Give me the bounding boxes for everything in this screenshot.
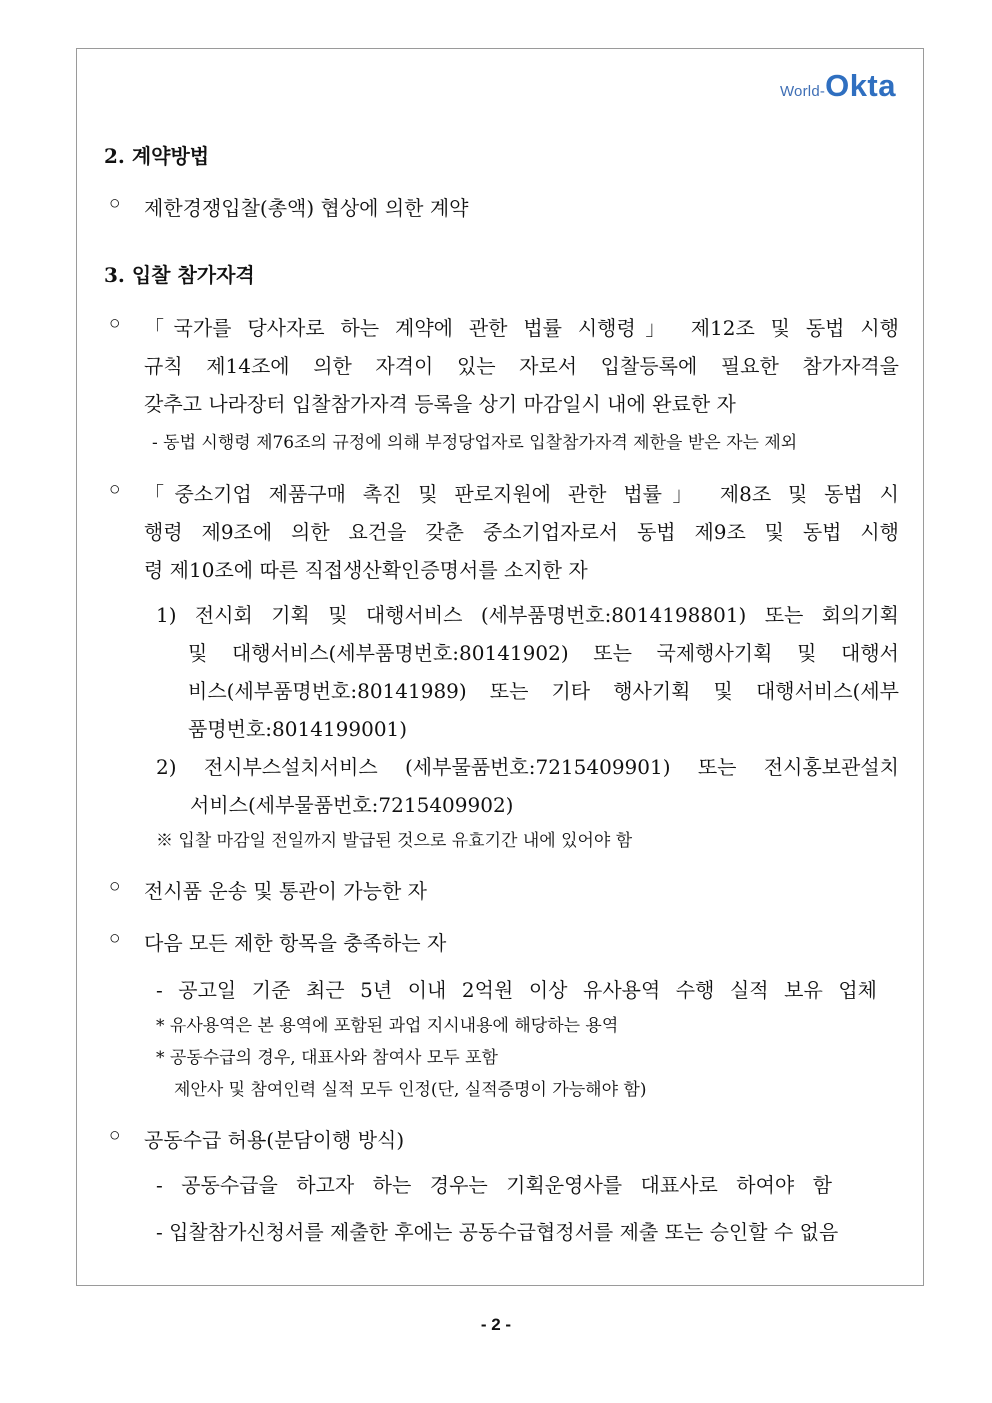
q2-item-2-line-2: 서비스(세부물품번호:7215409902)	[190, 793, 514, 817]
q4-note-1: * 유사용역은 본 용역에 포함된 과업 지시내용에 해당하는 용역	[156, 1016, 619, 1036]
q5-sub-1: - 공동수급을 하고자 하는 경우는 기획운영사를 대표사로 하여야 함	[156, 1173, 832, 1197]
q5-sub-2: - 입찰참가신청서를 제출한 후에는 공동수급협정서를 제출 또는 승인할 수 없음	[156, 1220, 839, 1244]
q2-item-2-line-1: 2) 전시부스설치서비스 (세부물품번호:7215409901) 또는 전시홍보관설치	[156, 755, 899, 779]
q2-line-3: 령 제10조에 따른 직접생산확인증명서를 소지한 자	[144, 558, 588, 582]
q4-note-2: * 공동수급의 경우, 대표사와 참여사 모두 포함	[156, 1048, 498, 1068]
contract-method-item: 제한경쟁입찰(총액) 협상에 의한 계약	[144, 196, 469, 220]
q4-note-3: 제안사 및 참여인력 실적 모두 인정(단, 실적증명이 가능해야 함)	[174, 1080, 647, 1100]
page-border	[76, 48, 924, 1286]
q1-line-2: 규칙 제14조에 의한 자격이 있는 자로서 입찰등록에 필요한 참가자격을	[144, 354, 899, 378]
bullet: ○	[109, 479, 121, 500]
logo-prefix: World-	[779, 83, 826, 100]
q4-text: 다음 모든 제한 항목을 충족하는 자	[144, 931, 447, 955]
section-2-heading: 2. 계약방법	[104, 144, 210, 168]
q2-line-1: 「중소기업 제품구매 촉진 및 판로지원에 관한 법률」 제8조 및 동법 시	[144, 482, 899, 506]
q2-item-1-line-3: 비스(세부품명번호:80141989) 또는 기타 행사기획 및 대행서비스(세부	[188, 679, 899, 703]
q3-text: 전시품 운송 및 통관이 가능한 자	[144, 879, 427, 903]
q5-text: 공동수급 허용(분담이행 방식)	[144, 1128, 405, 1152]
logo-main: Okta	[825, 68, 896, 103]
q1-sub: - 동법 시행령 제76조의 규정에 의해 부정당업자로 입찰참가자격 제한을 받은 자는 제외	[152, 433, 798, 453]
bullet: ○	[109, 1125, 121, 1146]
q2-line-2: 행령 제9조에 의한 요건을 갖춘 중소기업자로서 동법 제9조 및 동법 시행	[144, 520, 899, 544]
page-number: - 2 -	[480, 1315, 512, 1334]
bullet: ○	[109, 876, 121, 897]
bullet: ○	[109, 313, 121, 334]
q2-note: ※ 입찰 마감일 전일까지 발급된 것으로 유효기간 내에 있어야 함	[156, 831, 633, 851]
q1-line-3: 갖추고 나라장터 입찰참가자격 등록을 상기 마감일시 내에 완료한 자	[144, 392, 736, 416]
q2-item-1-line-1: 1) 전시회 기획 및 대행서비스 (세부품명번호:8014198801) 또는 회의기획	[156, 603, 899, 627]
section-3-heading: 3. 입찰 참가자격	[104, 263, 255, 287]
q1-line-1: 「국가를 당사자로 하는 계약에 관한 법률 시행령」 제12조 및 동법 시행	[144, 316, 899, 340]
q4-sub: - 공고일 기준 최근 5년 이내 2억원 이상 유사용역 수행 실적 보유 업체	[156, 978, 877, 1002]
q2-item-1-line-4: 품명번호:8014199001)	[188, 717, 408, 741]
bullet: ○	[109, 928, 121, 949]
bullet: ○	[109, 193, 121, 214]
world-okta-logo	[780, 70, 896, 101]
q2-item-1-line-2: 및 대행서비스(세부품명번호:80141902) 또는 국제행사기획 및 대행서	[188, 641, 899, 665]
